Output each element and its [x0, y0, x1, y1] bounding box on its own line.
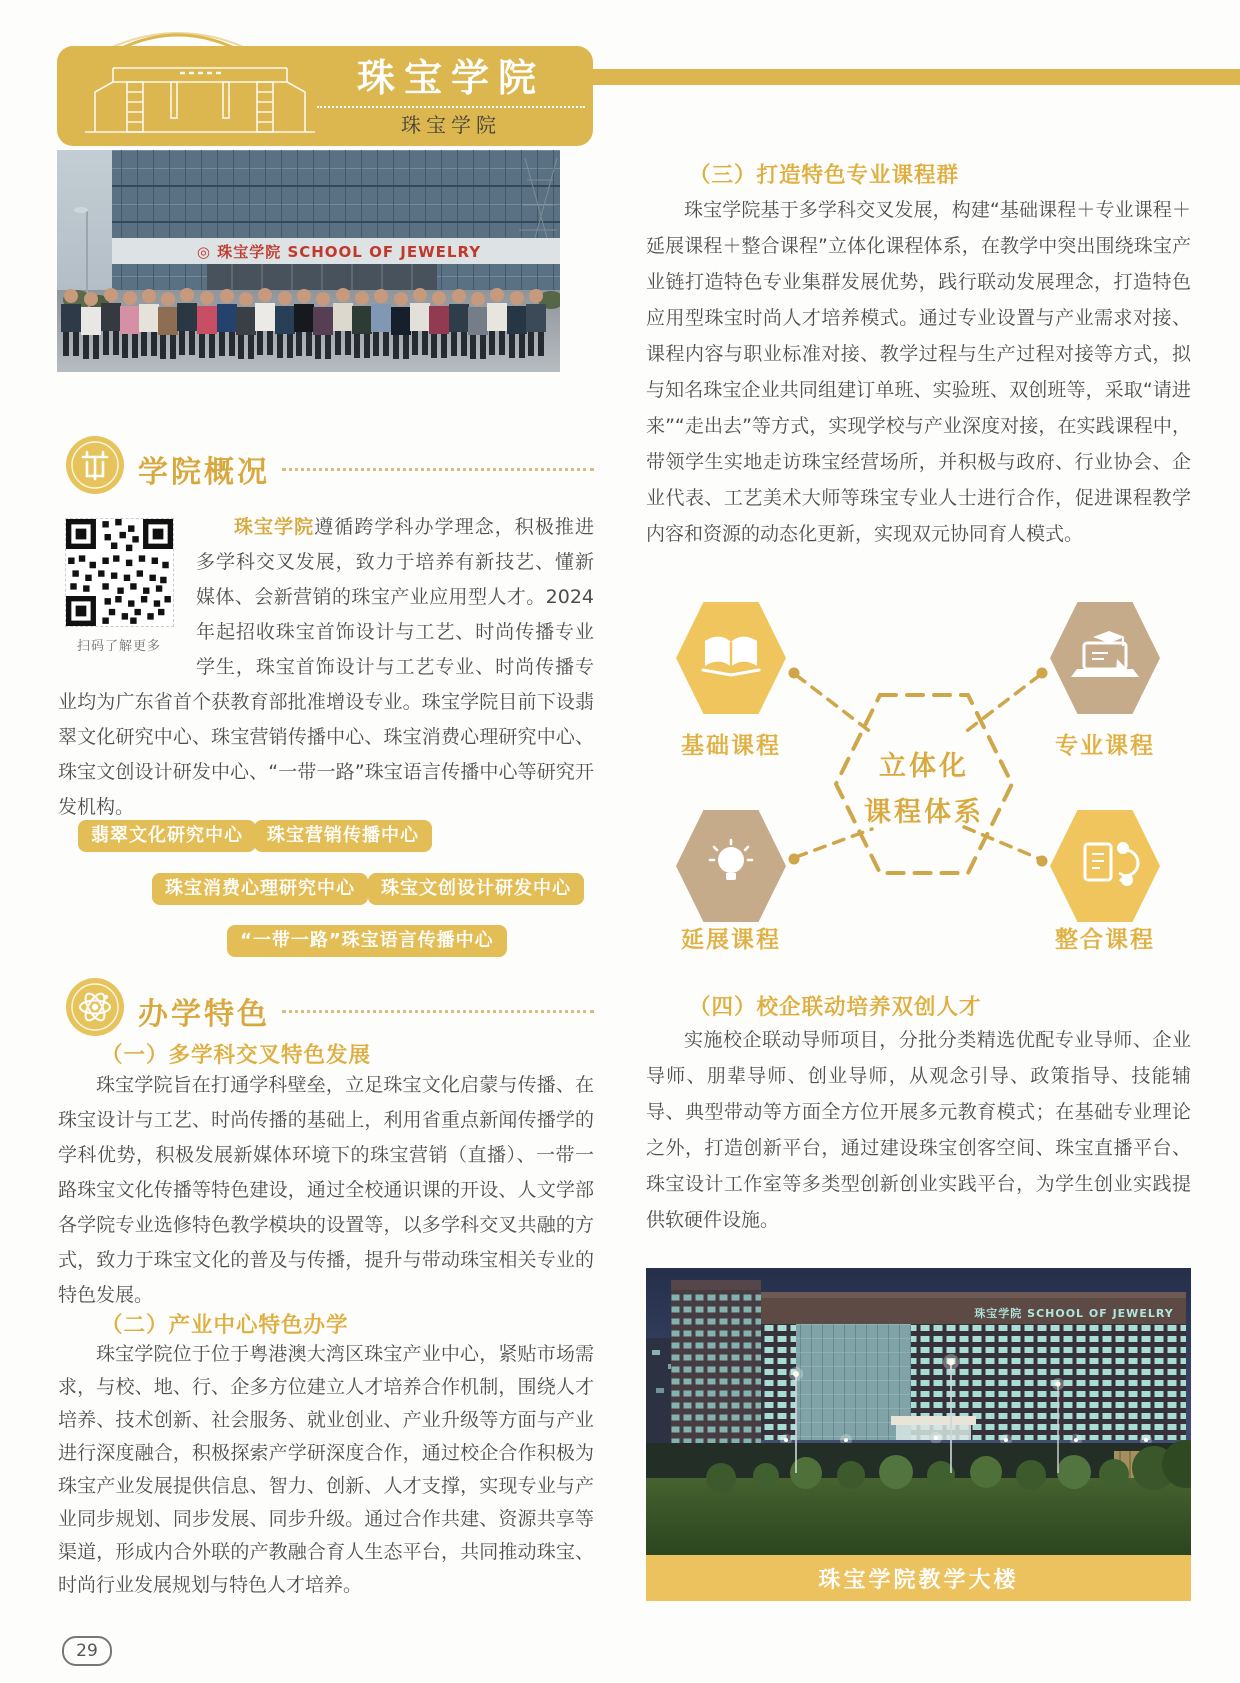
- label-integrated-courses: 整合课程: [1055, 927, 1155, 953]
- campus-gate-icon: [75, 54, 325, 138]
- feature-2-heading: （二）产业中心特色办学: [101, 1313, 349, 1338]
- hex-major-courses: [1050, 602, 1160, 714]
- tag-marketing-center: 珠宝营销传播中心: [254, 820, 432, 852]
- gate-dome-art: [108, 26, 248, 48]
- label-basic-courses: 基础课程: [681, 733, 781, 759]
- photo-caption: 珠宝学院教学大楼: [646, 1555, 1191, 1601]
- header-banner: [57, 46, 593, 146]
- overview-title: 学院概况: [138, 455, 270, 490]
- tag-consumer-psych-center: 珠宝消费心理研究中心: [152, 873, 368, 905]
- center-label-line1: 立体化: [879, 751, 969, 782]
- overview-paragraph: [58, 510, 594, 825]
- atom-icon: [66, 978, 124, 1036]
- research-center-tags: [58, 816, 594, 962]
- feature-4-body: 实施校企联动导师项目，分批分类精选优配专业导师、企业导师、朋辈导师、创业导师，从观念引导、政策指导、技能辅导、典型带动等方面全方位开展多元教育模式；在基础专业理论之外，打造创新平台，通过建设珠宝创客空间、珠宝直播平台、珠宝设计工作室等多类型创新创业实践平台，为学生创业实践提供软硬件设施。: [646, 1029, 1191, 1231]
- feature-3-body: 珠宝学院基于多学科交叉发展，构建“基础课程＋专业课程＋延展课程＋整合课程”立体化课程体系，在教学中突出围绕珠宝产业链打造特色专业集群发展优势，践行联动发展理念，打造特色应用型珠宝时尚人才培养模式。通过专业设置与产业需求对接、课程内容与职业标准对接、教学过程与生产过程对接等方式，拟与知名珠宝企业共同组建订单班、实验班、双创班等，采取“请进来”“走出去”等方式，实现学校与产业深度对接，在实践课程中，带领学生实地走访珠宝经营场所，并积极与政府、行业协会、企业代表、工艺美术大师等珠宝专业人士进行合作，促进课程教学内容和资源的动态化更新，实现双元协同育人模式。: [646, 199, 1191, 545]
- group-photo: [57, 150, 560, 372]
- center-hexagon: [836, 695, 1012, 873]
- tag-belt-road-center: “一带一路”珠宝语言传播中心: [227, 925, 507, 957]
- label-extension-courses: 延展课程: [681, 927, 781, 953]
- page-number: 29: [62, 1636, 112, 1666]
- title-divider: [317, 106, 585, 108]
- features-title-rule: [282, 1010, 594, 1013]
- building-sign-text: ◎ 珠宝学院 SCHOOL OF JEWELRY: [196, 243, 482, 261]
- overview-lead: 珠宝学院: [234, 516, 315, 538]
- features-title: 办学特色: [138, 997, 270, 1032]
- page-title: 珠宝学院: [356, 56, 545, 100]
- overview-body: 遵循跨学科办学理念，积极推进多学科交叉发展，致力于培养有新技艺、懂新媒体、会新营销的珠宝产业应用型人才。2024年起招收珠宝首饰设计与工艺、时尚传播专业学生，珠宝首饰设计与工艺专业、时尚传播专业均为广东省首个获教育部批准增设专业。珠宝学院目前下设翡翠文化研究中心、珠宝营销传播中心、珠宝消费心理研究中心、珠宝文创设计研发中心、“一带一路”珠宝语言传播中心等研究开发机构。: [58, 516, 594, 818]
- hex-integrated-courses: [1050, 810, 1160, 922]
- header-gold-band: [560, 69, 1240, 85]
- feature-1-heading: （一）多学科交叉特色发展: [101, 1043, 372, 1068]
- overview-emblem-icon: [66, 436, 124, 494]
- feature-3-heading: （三）打造特色专业课程群: [689, 163, 960, 188]
- label-major-courses: 专业课程: [1055, 733, 1155, 759]
- curriculum-diagram: [646, 575, 1191, 975]
- tag-cultural-design-center: 珠宝文创设计研发中心: [368, 873, 584, 905]
- feature-4-heading: （四）校企联动培养双创人才: [689, 995, 982, 1020]
- feature-1-body: 珠宝学院旨在打通学科壁垒，立足珠宝文化启蒙与传播、在珠宝设计与工艺、时尚传播的基础上，利用省重点新闻传播学的学科优势，积极发展新媒体环境下的珠宝营销（直播）、一带一路珠宝文化传播等特色建设，通过全校通识课的开设、人文学部各学院专业选修特色教学模块的设置等，以多学科交叉共融的方式，致力于珠宝文化的普及与传播，提升与带动珠宝相关专业的特色发展。: [58, 1074, 594, 1306]
- night-building-sign: 珠宝学院 SCHOOL OF JEWELRY: [974, 1307, 1174, 1320]
- feature-2-body: 珠宝学院位于位于粤港澳大湾区珠宝产业中心，紧贴市场需求，与校、地、行、企多方位建立人才培养合作机制，围绕人才培养、技术创新、社会服务、就业创业、产业升级等方面与产业进行深度融合，积极探索产学研深度合作，通过校企合作积极为珠宝产业发展提供信息、智力、创新、人才支撑，实现专业与产业同步规划、同步发展、同步升级。通过合作共建、资源共享等渠道，形成内合外联的产教融合育人生态平台，共同推动珠宝、时尚行业发展规划与特色人才培养。: [58, 1343, 594, 1596]
- qr-block: [58, 518, 180, 664]
- qr-caption: 扫码了解更多: [76, 639, 161, 654]
- tag-jade-culture-center: 翡翠文化研究中心: [78, 820, 256, 852]
- center-label-line2: 课程体系: [864, 797, 984, 828]
- overview-title-rule: [282, 468, 594, 471]
- teaching-building-photo: [646, 1268, 1191, 1555]
- page-subtitle: 珠宝学院: [401, 113, 501, 137]
- qr-code: [65, 518, 174, 627]
